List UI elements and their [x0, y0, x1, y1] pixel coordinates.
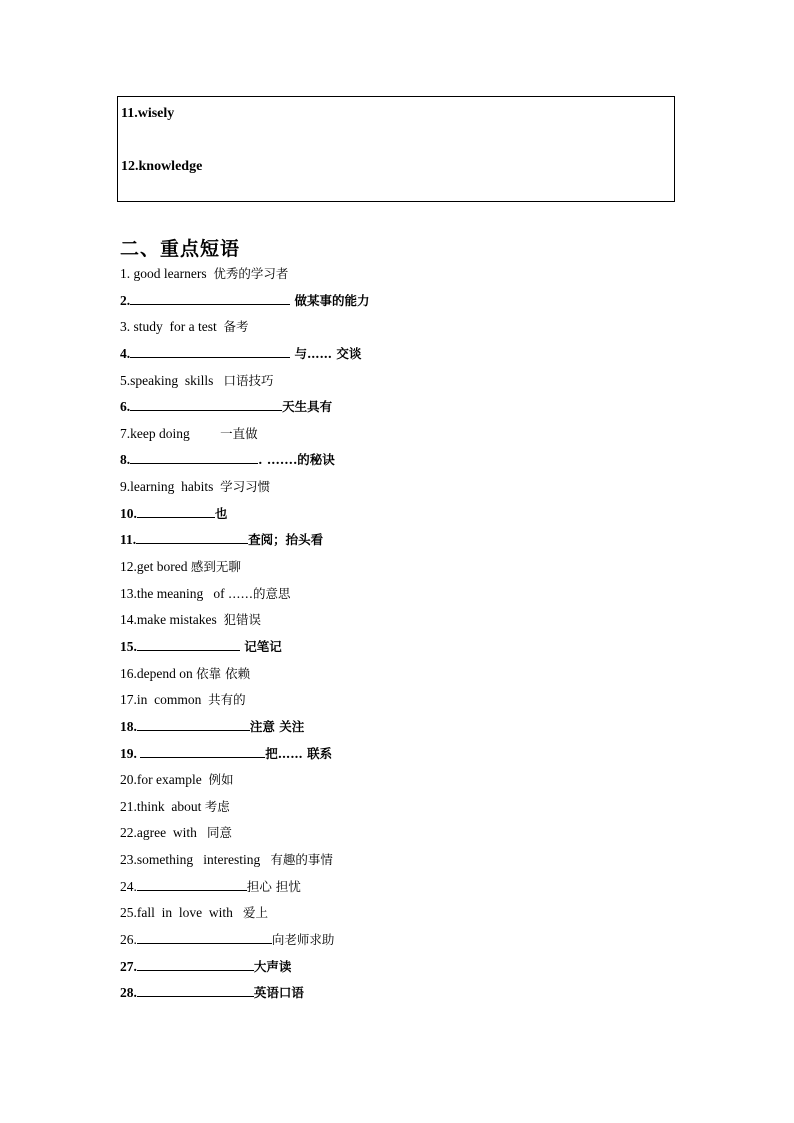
answer-blank[interactable] [130, 398, 282, 411]
answer-blank[interactable] [130, 451, 258, 464]
phrase-item [120, 797, 680, 824]
phrase-item [120, 957, 680, 984]
phrase-number: 1. [120, 266, 134, 281]
phrase-chinese: 备考 [223, 319, 249, 335]
phrase-number: 21. [120, 798, 137, 814]
phrase-number: 13. [120, 585, 137, 601]
phrase-item [120, 557, 680, 584]
phrase-english: in common [136, 692, 209, 708]
phrase-item [120, 770, 680, 797]
phrase-chinese: 注意 关注 [249, 718, 305, 734]
answer-blank[interactable] [137, 505, 215, 518]
phrase-chinese: 同意 [206, 825, 232, 841]
answer-blank[interactable] [137, 718, 250, 731]
phrase-item [120, 344, 680, 371]
phrase-chinese: 依靠 依赖 [196, 665, 251, 681]
phrase-item [120, 371, 680, 398]
phrase-chinese: 英语口语 [253, 985, 304, 1001]
phrase-number: 6. [120, 399, 131, 415]
phrase-item [120, 690, 680, 717]
phrase-chinese: 天生具有 [282, 399, 333, 415]
phrase-english: the meaning of [136, 585, 228, 601]
phrase-item [120, 610, 680, 637]
phrase-number: 9. [120, 479, 131, 495]
phrase-item [120, 530, 680, 557]
phrase-chinese: . .......的秘诀 [258, 452, 335, 468]
phrase-chinese: 大声读 [253, 958, 292, 974]
answer-blank[interactable] [136, 531, 248, 544]
phrase-english: learning habits [130, 479, 221, 495]
phrase-number: 15. [120, 638, 137, 654]
phrase-english: make mistakes [136, 612, 224, 628]
phrase-chinese: 学习习惯 [220, 479, 271, 495]
phrase-item [120, 317, 680, 344]
answer-blank[interactable] [137, 958, 254, 971]
phrase-item [120, 744, 680, 771]
phrase-item [120, 930, 680, 957]
phrase-chinese: 例如 [208, 772, 234, 788]
phrase-list [120, 264, 680, 1010]
phrase-english: agree with [136, 825, 207, 841]
answer-blank[interactable] [130, 345, 290, 358]
phrase-item [120, 823, 680, 850]
phrase-number: 20. [120, 772, 137, 788]
phrase-item [120, 584, 680, 611]
phrase-item [120, 877, 680, 904]
phrase-item [120, 291, 680, 318]
phrase-chinese: 犯错误 [223, 612, 261, 628]
phrase-english: keep doing [130, 425, 221, 441]
phrase-number: 26. [120, 932, 137, 948]
phrase-item [120, 850, 680, 877]
phrase-number: 23. [120, 852, 137, 868]
answer-blank[interactable] [137, 984, 254, 997]
phrase-item [120, 637, 680, 664]
phrase-item [120, 424, 680, 451]
phrase-number: 22. [120, 825, 137, 841]
phrase-item [120, 450, 680, 477]
phrase-chinese: 担心 担忧 [246, 878, 301, 894]
vocab-item-knowledge: 12.knowledge [121, 159, 203, 174]
phrase-number: 25. [120, 905, 137, 921]
phrase-number: 14. [120, 612, 137, 628]
phrase-number: 19. [120, 745, 141, 761]
answer-blank[interactable] [137, 931, 272, 944]
phrase-chinese: ……的意思 [227, 585, 291, 601]
phrase-chinese: 感到无聊 [190, 559, 241, 575]
phrase-english: for example [136, 772, 209, 788]
phrase-chinese: 优秀的学习者 [213, 266, 289, 281]
phrase-chinese: 共有的 [208, 692, 246, 708]
phrase-chinese: 有趣的事情 [270, 852, 333, 868]
phrase-english: study for a test [133, 319, 224, 335]
phrase-item [120, 264, 680, 291]
phrase-chinese: 与…… 交谈 [290, 345, 362, 361]
phrase-number: 10. [120, 505, 137, 521]
phrase-chinese: 爱上 [242, 905, 268, 921]
phrase-chinese: 把…… 联系 [265, 745, 333, 761]
phrase-chinese: 也 [214, 505, 228, 521]
phrase-number: 2. [120, 292, 131, 308]
phrase-item [120, 504, 680, 531]
phrase-number: 16. [120, 665, 137, 681]
phrase-item [120, 477, 680, 504]
phrase-chinese: 一直做 [220, 425, 258, 441]
phrase-number: 28. [120, 985, 137, 1001]
phrase-english: depend on [136, 665, 197, 681]
phrase-item [120, 717, 680, 744]
phrase-chinese: 查阅；抬头看 [248, 532, 324, 548]
phrase-english: something interesting [136, 852, 271, 868]
phrase-number: 8. [120, 452, 131, 468]
answer-blank[interactable] [137, 878, 247, 891]
phrase-item [120, 903, 680, 930]
phrase-number: 11. [120, 532, 137, 548]
phrase-number: 5. [120, 372, 131, 388]
phrase-english: fall in love with [136, 905, 243, 921]
phrase-number: 3. [120, 319, 134, 335]
phrase-number: 18. [120, 718, 137, 734]
phrase-english: speaking skills [130, 372, 224, 388]
answer-blank[interactable] [130, 292, 290, 305]
answer-blank[interactable] [137, 638, 240, 651]
phrase-english: good learners [133, 266, 214, 281]
phrase-number: 27. [120, 958, 137, 974]
phrase-item [120, 983, 680, 1010]
phrase-number: 12. [120, 559, 137, 575]
phrase-english: get bored [136, 559, 191, 575]
section-title: 二、重点短语 [120, 238, 241, 260]
phrase-number: 17. [120, 692, 137, 708]
phrase-chinese: 向老师求助 [271, 932, 335, 948]
phrase-english: think about [136, 798, 205, 814]
phrase-chinese: 记笔记 [239, 638, 282, 654]
phrase-item [120, 397, 680, 424]
phrase-chinese: 考虑 [204, 798, 230, 814]
answer-blank[interactable] [140, 745, 265, 758]
phrase-number: 24. [120, 878, 137, 894]
phrase-number: 4. [120, 345, 131, 361]
phrase-item [120, 664, 680, 691]
phrase-chinese: 口语技巧 [223, 372, 274, 388]
vocab-box [117, 96, 675, 202]
phrase-chinese: 做某事的能力 [290, 292, 370, 308]
phrase-number: 7. [120, 425, 131, 441]
vocab-item-wisely: 11.wisely [121, 106, 175, 121]
